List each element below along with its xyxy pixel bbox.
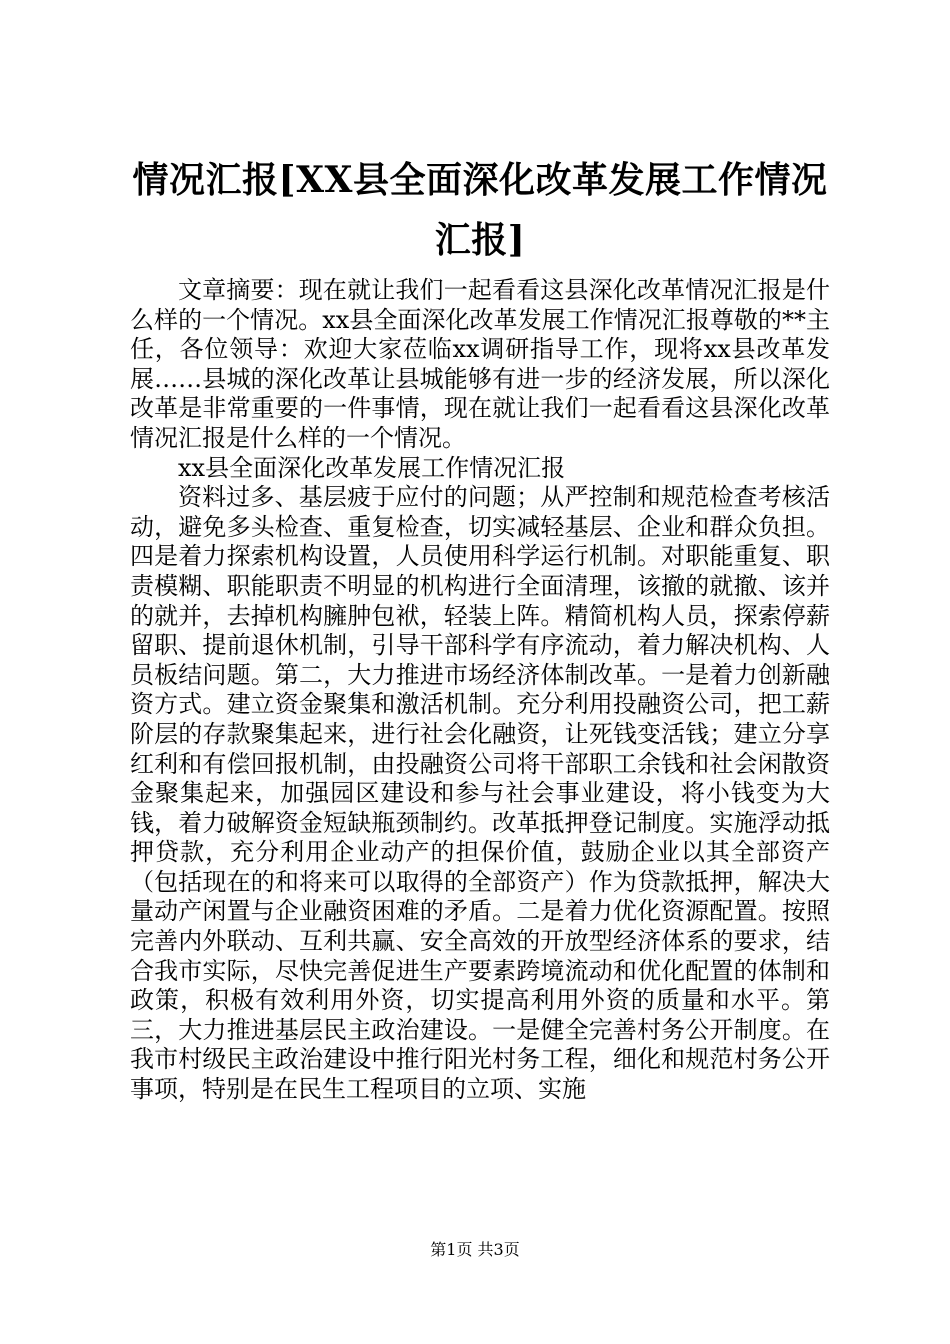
paragraph-abstract: 文章摘要：现在就让我们一起看看这县深化改革情况汇报是什么样的一个情况。xx县全面深化改革发展工作情况汇报尊敬的**主任，各位领导：欢迎大家莅临xx调研指导工作，现将xx县改革发展……县城的深化改革让县城能够有进一步的经济发展，所以深化改革是非常重要的一件事情，现在就让我们一起看看这县深化改革情况汇报是什么样的一个情况。	[130, 276, 830, 452]
document-title: 情况汇报[XX县全面深化改革发展工作情况汇报]	[132, 159, 828, 261]
document-page	[130, 150, 830, 1105]
page-footer: 第1页 共3页	[430, 1240, 520, 1259]
paragraph-subheading: xx县全面深化改革发展工作情况汇报	[178, 453, 566, 482]
paragraph-body: 资料过多、基层疲于应付的问题；从严控制和规范检查考核活动，避免多头检查、重复检查，切实减轻基层、企业和群众负担。四是着力探索机构设置，人员使用科学运行机制。对职能重复、职责模糊、职能职责不明显的机构进行全面清理，该撤的就撤、该并的就并，去掉机构臃肿包袱，轻装上阵。精简机构人员，探索停薪留职、提前退休机制，引导干部科学有序流动，着力解决机构、人员板结问题。第二，大力推进市场经济体制改革。一是着力创新融资方式。建立资金聚集和激活机制。充分利用投融资公司，把工薪阶层的存款聚集起来，进行社会化融资，让死钱变活钱；建立分享红利和有偿回报机制，由投融资公司将干部职工余钱和社会闲散资金聚集起来，加强园区建设和参与社会事业建设，将小钱变为大钱，着力破解资金短缺瓶颈制约。改革抵押登记制度。实施浮动抵押贷款，充分利用企业动产的担保价值，鼓励企业以其全部资产（包括现在的和将来可以取得的全部资产）作为贷款抵押，解决大量动产闲置与企业融资困难的矛盾。二是着力优化资源配置。按照完善内外联动、互利共赢、安全高效的开放型经济体系的要求，结合我市实际，尽快完善促进生产要素跨境流动和优化配置的体制和政策，积极有效利用外资，切实提高利用外资的质量和水平。第三，大力推进基层民主政治建设。一是健全完善村务公开制度。在我市村级民主政治建设中推行阳光村务工程，细化和规范村务公开事项，特别是在民生工程项目的立项、实施	[130, 483, 830, 1104]
